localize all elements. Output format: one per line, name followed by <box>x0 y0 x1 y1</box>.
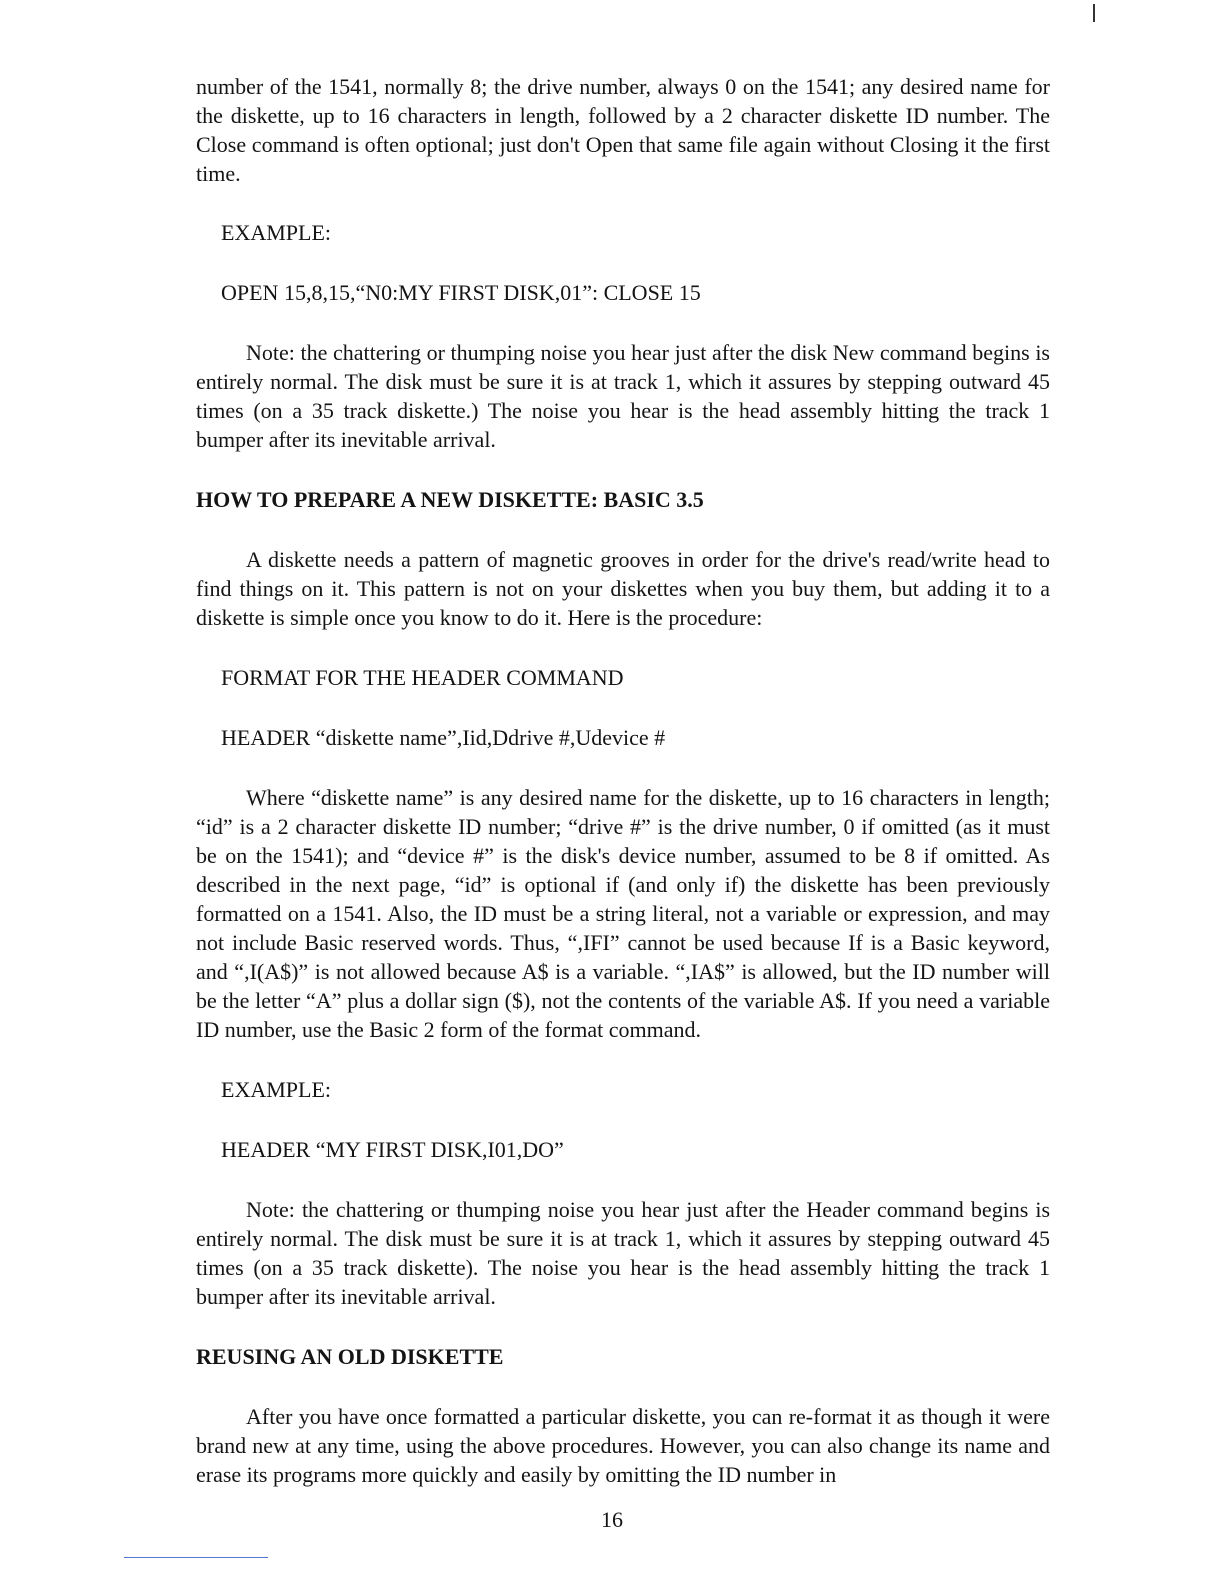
paragraph-continued: number of the 1541, normally 8; the drive number, always 0 on the 1541; any desired name for the diskette, up to 16 characters in length, followed by a 2 character diskette ID number. The Close command is often optional; just don't Open that same file again without Closing it the first time. <box>196 74 1050 186</box>
format-label: FORMAT FOR THE HEADER COMMAND <box>221 665 624 690</box>
body-paragraph: After you have once formatted a particular diskette, you can re-format it as though it were brand new at any time, using the above procedures. However, you can also change its name and erase its programs more quickly and easily by omitting the ID number in <box>196 1404 1050 1487</box>
footer-rule <box>124 1557 268 1558</box>
format-syntax: HEADER “diskette name”,Iid,Ddrive #,Udevice # <box>221 725 666 750</box>
section-heading: HOW TO PREPARE A NEW DISKETTE: BASIC 3.5 <box>196 487 704 512</box>
section-heading: REUSING AN OLD DISKETTE <box>196 1344 504 1369</box>
body-paragraph: Where “diskette name” is any desired name for the diskette, up to 16 characters in length; “id” is a 2 character diskette ID number; “drive #” is the drive number, 0 if omitted (as it must be on the 1541); and “device #” is the disk's device number, assumed to be 8 if omitted. As described in the next page, “id” is optional if (and only if) the diskette has been previously formatted on a 1541. Also, the ID must be a string literal, not a variable or expression, and may not include Basic reserved words. Thus, “,IFI” cannot be used because If is a Basic keyword, and “,I(A$)” is not allowed because A$ is a variable. “,IA$” is allowed, but the ID number will be the letter “A” plus a dollar sign ($), not the contents of the variable A$. If you need a variable ID number, use the Basic 2 form of the format command. <box>196 785 1050 1042</box>
example-code: OPEN 15,8,15,“N0:MY FIRST DISK,01”: CLOSE 15 <box>221 280 701 305</box>
body-paragraph: A diskette needs a pattern of magnetic grooves in order for the drive's read/write head to find things on it. This pattern is not on your diskettes when you buy them, but adding it to a diskette is simple once you know to do it. Here is the procedure: <box>196 547 1050 630</box>
example-label: EXAMPLE: <box>221 1077 331 1102</box>
example-code: HEADER “MY FIRST DISK,I01,DO” <box>221 1137 564 1162</box>
note-paragraph: Note: the chattering or thumping noise you hear just after the Header command begins is entirely normal. The disk must be sure it is at track 1, which it assures by stepping outward 45 times (on a 35 track diskette). The noise you hear is the head assembly hitting the track 1 bumper after its inevitable arrival. <box>196 1197 1050 1309</box>
example-label: EXAMPLE: <box>221 220 331 245</box>
page-number: 16 <box>601 1507 623 1532</box>
note-paragraph: Note: the chattering or thumping noise you hear just after the disk New command begins is entirely normal. The disk must be sure it is at track 1, which it assures by stepping outward 45 times (on a 35 track diskette.) The noise you hear is the head assembly hitting the track 1 bumper after its inevitable arrival. <box>196 340 1050 452</box>
page-body <box>196 72 1050 1489</box>
scan-mark <box>1093 4 1095 22</box>
